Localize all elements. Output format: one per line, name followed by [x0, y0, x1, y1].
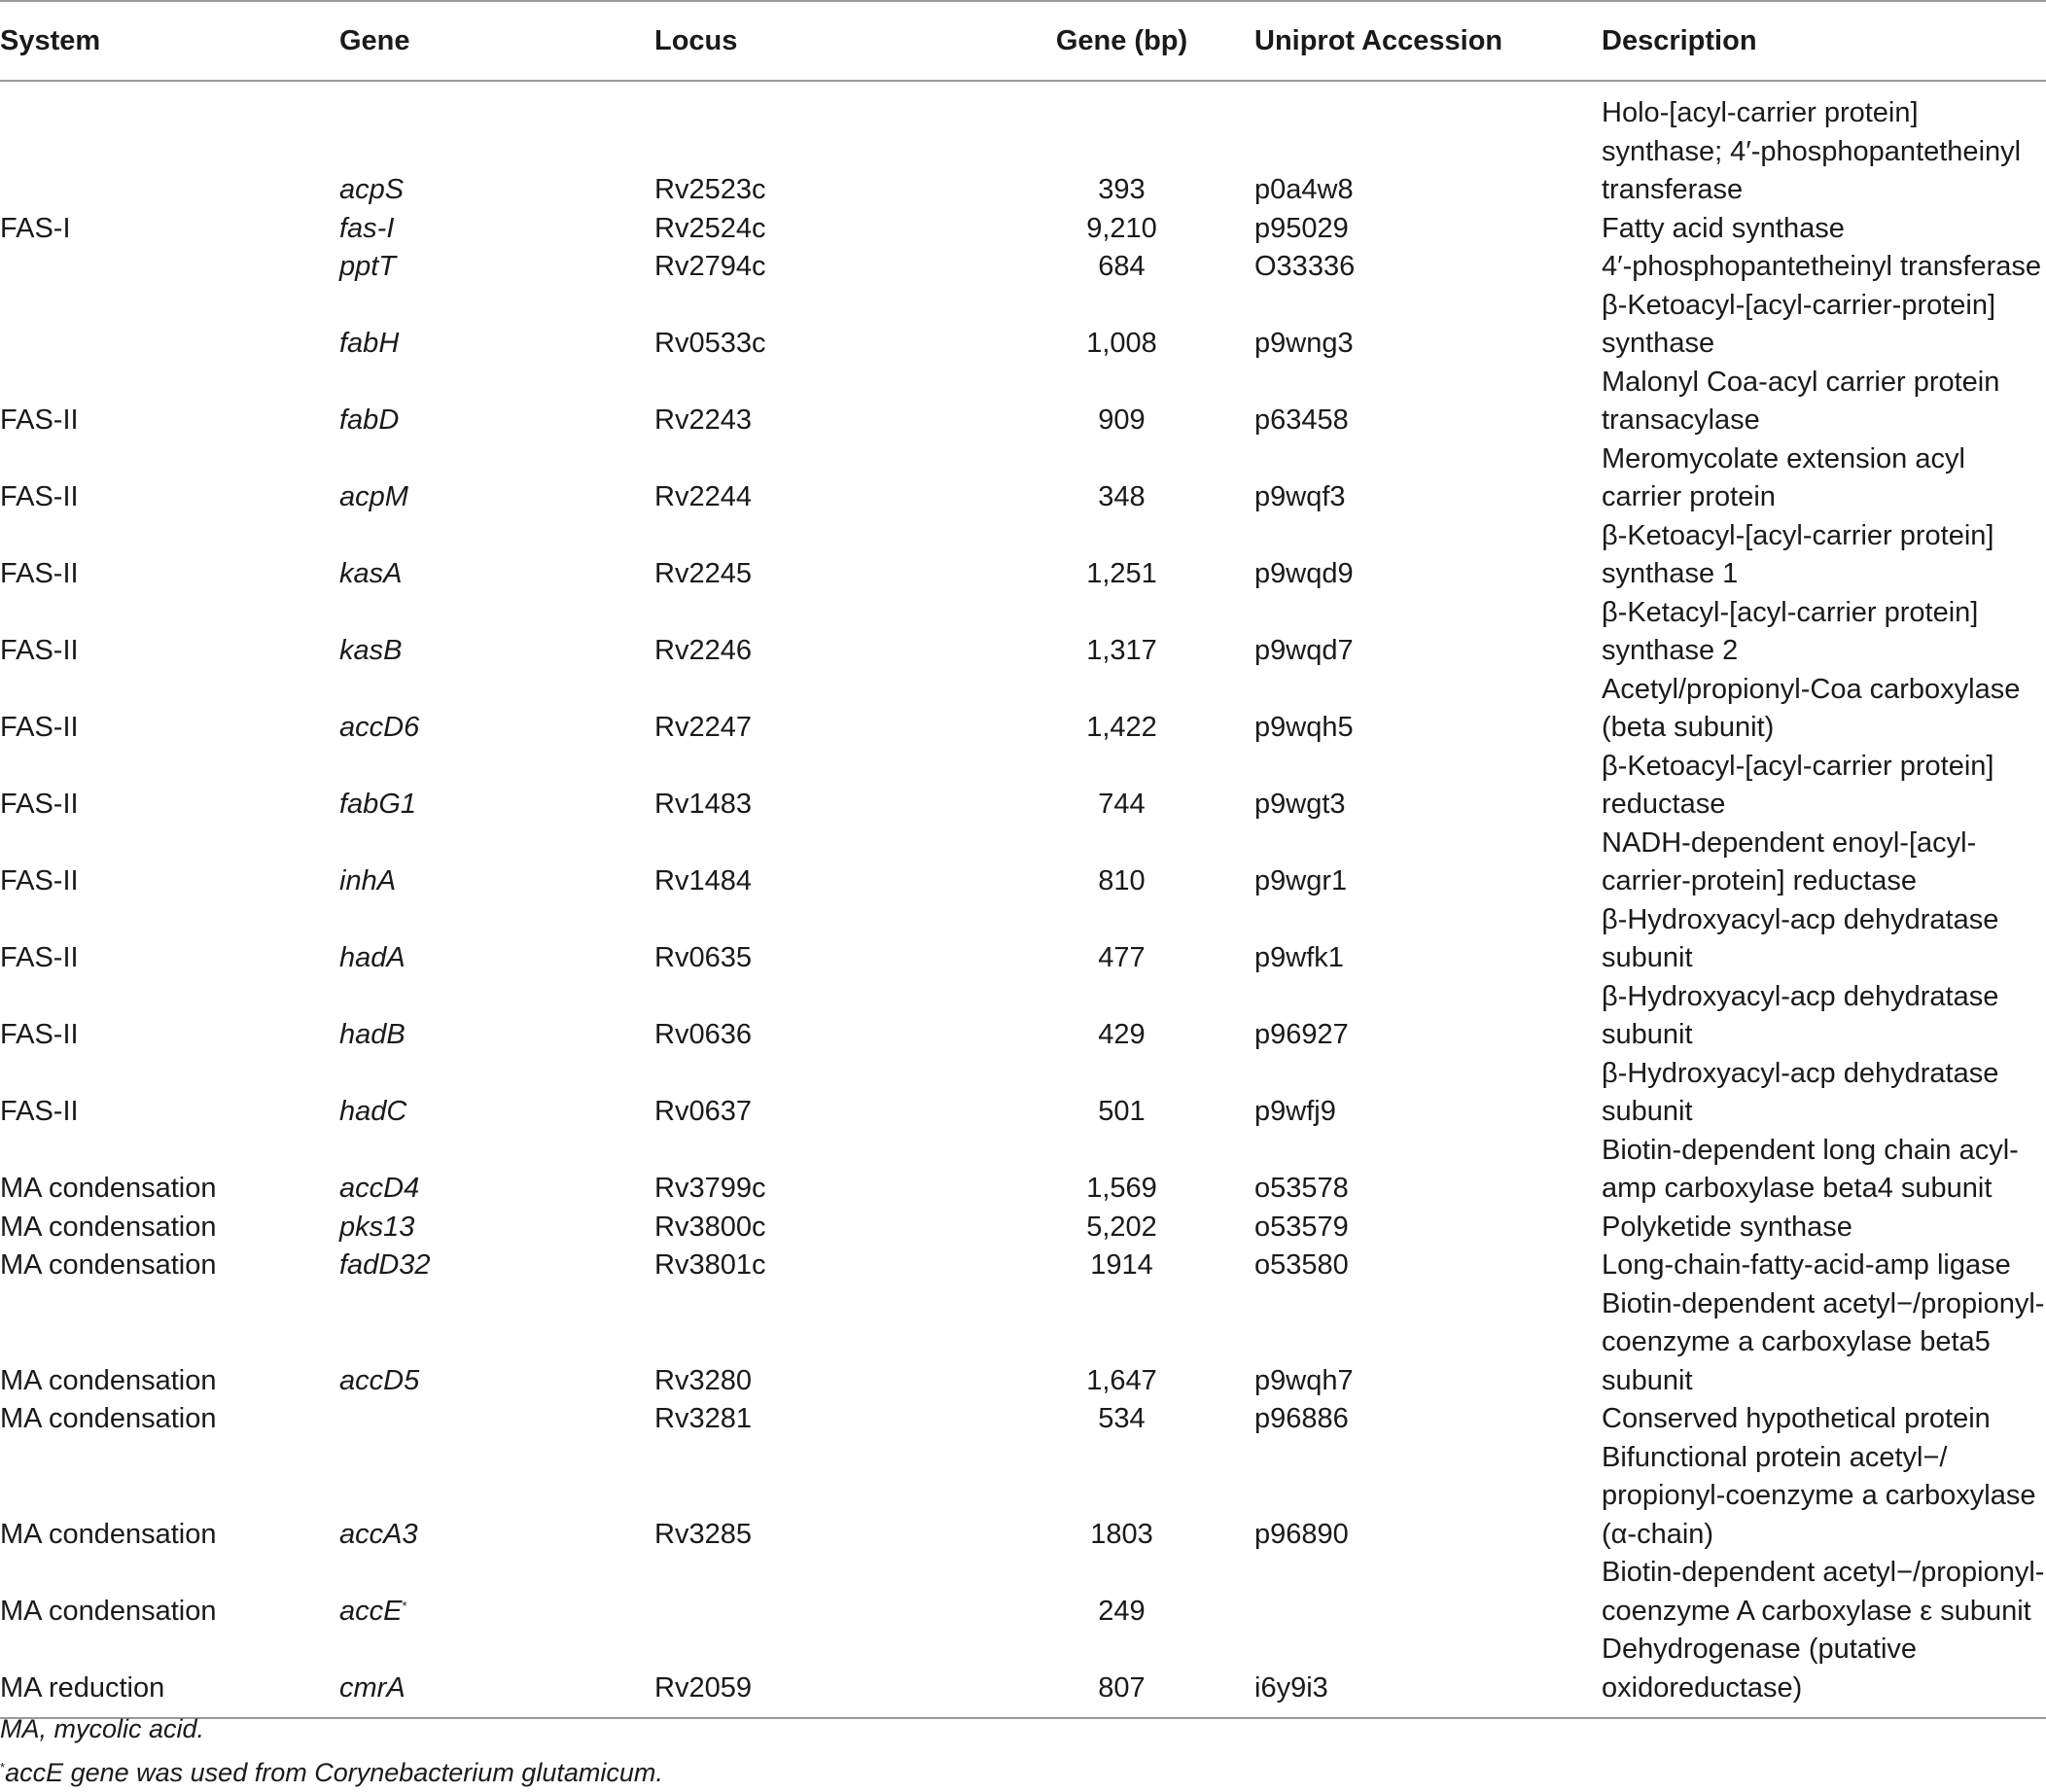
cell-gene-text: inhA: [339, 865, 397, 896]
header-description: Description: [1602, 1, 2046, 81]
cell-uniprot-text: o53579: [1254, 1211, 1349, 1243]
cell-gene: [339, 1055, 654, 1132]
cell-uniprot: [1254, 748, 1602, 825]
cell-gene: [339, 671, 654, 748]
cell-gene: [339, 210, 654, 249]
cell-gene-bp-text: 348: [1098, 481, 1146, 512]
header-uniprot: Uniprot Accession: [1254, 1, 1602, 81]
table-row: [0, 1132, 2046, 1209]
cell-system: [0, 1055, 339, 1132]
cell-gene-text: acpS: [339, 174, 405, 205]
cell-description: [1602, 1631, 2046, 1718]
cell-description-text: Biotin-dependent acetyl−/propionyl-coenzyme A carboxylase ε subunit: [1602, 1557, 2045, 1627]
cell-gene-bp: [989, 1554, 1254, 1631]
cell-uniprot: [1254, 1631, 1602, 1718]
cell-gene-bp-text: 1,422: [1086, 712, 1157, 743]
cell-system-text: MA condensation: [0, 1403, 217, 1434]
footnote-acce: [0, 1748, 663, 1792]
table-row: [0, 901, 2046, 978]
footnote-acce-text: accE gene was used from Corynebacterium glutamicum.: [5, 1758, 663, 1787]
cell-uniprot: [1254, 440, 1602, 517]
cell-gene: [339, 364, 654, 440]
cell-locus-text: Rv2245: [654, 558, 752, 589]
table-row: [0, 364, 2046, 440]
cell-system-text: MA condensation: [0, 1364, 217, 1396]
table-row: [0, 248, 2046, 287]
cell-uniprot: [1254, 671, 1602, 748]
cell-uniprot: [1254, 1209, 1602, 1247]
cell-uniprot-text: p9wqf3: [1254, 481, 1346, 512]
cell-locus-text: Rv0533c: [654, 328, 766, 359]
footnotes: [0, 1709, 663, 1792]
cell-gene: [339, 748, 654, 825]
cell-locus: [654, 1631, 989, 1718]
cell-system-text: FAS-II: [0, 1096, 79, 1127]
footnote-abbreviation: MA, mycolic acid.: [0, 1714, 205, 1743]
cell-uniprot: [1254, 594, 1602, 671]
cell-gene-bp-text: 1914: [1090, 1249, 1153, 1281]
cell-system-text: MA reduction: [0, 1671, 165, 1704]
cell-system-text: FAS-II: [0, 789, 79, 820]
cell-gene-text: pptT: [339, 251, 397, 282]
cell-system-text: FAS-II: [0, 1019, 79, 1050]
cell-description-text: NADH-dependent enoyl-[acyl-carrier-protein] reductase: [1602, 826, 1977, 896]
cell-gene-text: accE: [339, 1595, 403, 1627]
cell-system: [0, 1132, 339, 1209]
cell-gene-bp-text: 744: [1098, 789, 1146, 820]
cell-description: [1602, 1285, 2046, 1401]
cell-uniprot: [1254, 1400, 1602, 1439]
cell-gene-text: fabH: [339, 328, 400, 359]
table-row: [0, 1400, 2046, 1439]
cell-system-text: MA condensation: [0, 1249, 217, 1281]
cell-system: [0, 1400, 339, 1439]
cell-uniprot: [1254, 1132, 1602, 1209]
cell-description: [1602, 1247, 2046, 1285]
cell-uniprot: [1254, 287, 1602, 364]
cell-uniprot-text: p95029: [1254, 212, 1349, 244]
cell-locus: [654, 1400, 989, 1439]
cell-system: [0, 1631, 339, 1718]
cell-description-text: Biotin-dependent acetyl−/propionyl-coenzyme a carboxylase beta5 subunit: [1602, 1287, 2045, 1396]
cell-gene: [339, 825, 654, 901]
cell-description: [1602, 978, 2046, 1055]
cell-locus: [654, 594, 989, 671]
cell-locus: [654, 1055, 989, 1132]
cell-description: [1602, 364, 2046, 440]
cell-gene-text: accD6: [339, 712, 420, 743]
table-row: [0, 517, 2046, 594]
cell-system-text: FAS-II: [0, 481, 79, 512]
cell-locus: [654, 1209, 989, 1247]
cell-locus: [654, 440, 989, 517]
cell-system-text: FAS-II: [0, 942, 79, 973]
cell-description: [1602, 1439, 2046, 1555]
cell-gene: [339, 440, 654, 517]
cell-gene-bp-text: 534: [1098, 1403, 1146, 1434]
cell-description: [1602, 748, 2046, 825]
table-row: [0, 594, 2046, 671]
cell-uniprot: [1254, 210, 1602, 249]
cell-description-text: β-Hydroxyacyl-acp dehydratase subunit: [1602, 980, 1999, 1050]
cell-uniprot: [1254, 517, 1602, 594]
cell-description: [1602, 440, 2046, 517]
cell-uniprot-text: p9wgt3: [1254, 789, 1346, 820]
header-locus: Locus: [654, 1, 989, 81]
cell-gene-bp-text: 684: [1098, 251, 1146, 282]
cell-gene-bp: [989, 81, 1254, 210]
cell-uniprot-text: p9wfk1: [1254, 942, 1344, 973]
header-gene-bp: Gene (bp): [989, 1, 1254, 81]
cell-gene-text: fabD: [339, 404, 400, 436]
cell-gene: [339, 1285, 654, 1401]
cell-description-text: Meromycolate extension acyl carrier protein: [1602, 442, 1965, 512]
cell-system-text: FAS-II: [0, 404, 79, 436]
cell-locus-text: Rv2246: [654, 635, 752, 666]
cell-locus-text: Rv2523c: [654, 174, 766, 205]
cell-description-text: β-Ketoacyl-[acyl-carrier-protein] synthase: [1602, 289, 1996, 359]
cell-uniprot: [1254, 248, 1602, 287]
cell-gene-bp-text: 1,569: [1086, 1173, 1157, 1204]
table-row: [0, 81, 2046, 210]
footnote-mark: *: [0, 1760, 6, 1774]
table-row: [0, 1209, 2046, 1247]
cell-description: [1602, 1400, 2046, 1439]
cell-gene-text: kasB: [339, 635, 403, 666]
cell-system: [0, 1209, 339, 1247]
cell-description: [1602, 81, 2046, 210]
cell-gene: [339, 594, 654, 671]
cell-gene-bp-text: 393: [1098, 174, 1146, 205]
table-header-row: [0, 1, 2046, 81]
cell-uniprot-text: O33336: [1254, 251, 1356, 282]
cell-description: [1602, 287, 2046, 364]
cell-gene-bp: [989, 748, 1254, 825]
cell-description-text: β-Hydroxyacyl-acp dehydratase subunit: [1602, 903, 1999, 973]
table-row: [0, 671, 2046, 748]
cell-description-text: Polyketide synthase: [1602, 1211, 1852, 1243]
cell-gene-bp: [989, 901, 1254, 978]
cell-gene-text: fas-I: [339, 212, 395, 244]
cell-gene-text: accA3: [339, 1518, 418, 1550]
cell-system: [0, 901, 339, 978]
cell-system: [0, 1439, 339, 1555]
cell-gene-bp-text: 477: [1098, 942, 1146, 973]
cell-locus: [654, 1285, 989, 1401]
header-gene: Gene: [339, 1, 654, 81]
cell-gene: [339, 978, 654, 1055]
table-body: [0, 81, 2046, 1718]
cell-locus-text: Rv3799c: [654, 1173, 766, 1204]
cell-description: [1602, 1132, 2046, 1209]
cell-uniprot: [1254, 1439, 1602, 1555]
cell-uniprot-text: p9wfj9: [1254, 1096, 1336, 1127]
table-row: [0, 1247, 2046, 1285]
cell-locus: [654, 671, 989, 748]
cell-system-text: FAS-II: [0, 635, 79, 666]
cell-description: [1602, 517, 2046, 594]
cell-gene-text: hadC: [339, 1096, 407, 1127]
cell-gene-text: fabG1: [339, 789, 416, 820]
cell-locus-text: Rv2524c: [654, 212, 766, 244]
cell-system: [0, 978, 339, 1055]
cell-gene: [339, 901, 654, 978]
cell-description: [1602, 901, 2046, 978]
cell-gene-bp: [989, 594, 1254, 671]
cell-gene-bp-text: 501: [1098, 1096, 1146, 1127]
cell-description-text: Acetyl/propionyl-Coa carboxylase (beta subunit): [1602, 673, 2021, 743]
table-row: [0, 1285, 2046, 1401]
cell-locus: [654, 825, 989, 901]
table-row: [0, 287, 2046, 364]
cell-locus: [654, 1132, 989, 1209]
cell-gene: [339, 248, 654, 287]
cell-gene: [339, 81, 654, 210]
cell-description-text: β-Ketoacyl-[acyl-carrier protein] reductase: [1602, 750, 1994, 820]
cell-uniprot: [1254, 1055, 1602, 1132]
cell-uniprot-text: p0a4w8: [1254, 174, 1354, 205]
cell-gene-bp: [989, 1400, 1254, 1439]
cell-system: [0, 81, 339, 210]
cell-description: [1602, 1055, 2046, 1132]
cell-system: [0, 248, 339, 287]
cell-locus-text: Rv1483: [654, 789, 752, 820]
cell-system: [0, 748, 339, 825]
cell-gene-bp: [989, 1285, 1254, 1401]
cell-description-text: Malonyl Coa-acyl carrier protein transacylase: [1602, 366, 2000, 436]
cell-description-text: β-Hydroxyacyl-acp dehydratase subunit: [1602, 1057, 1999, 1127]
cell-uniprot-text: p9wqd9: [1254, 558, 1354, 589]
cell-gene-bp: [989, 1247, 1254, 1285]
cell-gene: [339, 287, 654, 364]
cell-description: [1602, 825, 2046, 901]
cell-locus-text: Rv3281: [654, 1403, 752, 1434]
cell-uniprot: [1254, 81, 1602, 210]
cell-uniprot: [1254, 978, 1602, 1055]
cell-locus-text: Rv3800c: [654, 1211, 766, 1243]
cell-gene-bp: [989, 210, 1254, 249]
cell-locus: [654, 748, 989, 825]
cell-gene: [339, 1631, 654, 1718]
cell-uniprot: [1254, 1285, 1602, 1401]
cell-gene-text: kasA: [339, 558, 403, 589]
cell-gene-bp: [989, 825, 1254, 901]
cell-gene-bp: [989, 287, 1254, 364]
cell-system: [0, 364, 339, 440]
cell-gene-bp-text: 1,647: [1086, 1364, 1157, 1396]
cell-uniprot-text: p63458: [1254, 404, 1349, 436]
cell-description: [1602, 210, 2046, 249]
cell-description: [1602, 1209, 2046, 1247]
cell-locus-text: Rv2794c: [654, 251, 766, 282]
cell-locus-text: Rv2244: [654, 481, 752, 512]
cell-system: [0, 210, 339, 249]
cell-locus: [654, 210, 989, 249]
cell-gene-text: accD4: [339, 1173, 420, 1204]
table-row: [0, 978, 2046, 1055]
cell-locus: [654, 1439, 989, 1555]
cell-system: [0, 1247, 339, 1285]
cell-uniprot-text: p96927: [1254, 1019, 1349, 1050]
table-row: [0, 825, 2046, 901]
cell-gene-bp: [989, 1132, 1254, 1209]
cell-locus: [654, 364, 989, 440]
cell-system: [0, 1285, 339, 1401]
table-row: [0, 1055, 2046, 1132]
cell-gene-bp: [989, 440, 1254, 517]
cell-description-text: Biotin-dependent long chain acyl-amp carboxylase beta4 subunit: [1602, 1134, 2019, 1204]
cell-gene: [339, 1247, 654, 1285]
cell-gene-text: hadA: [339, 942, 406, 973]
cell-locus-text: Rv3280: [654, 1364, 752, 1396]
cell-gene: [339, 1209, 654, 1247]
cell-gene: [339, 1439, 654, 1555]
cell-gene-bp-text: 249: [1098, 1595, 1146, 1627]
cell-description-text: Conserved hypothetical protein: [1602, 1403, 1991, 1434]
cell-description-text: Fatty acid synthase: [1602, 212, 1845, 244]
cell-system: [0, 671, 339, 748]
cell-locus-text: Rv0635: [654, 942, 752, 973]
cell-locus-text: Rv2247: [654, 712, 752, 743]
cell-uniprot-text: p9wng3: [1254, 328, 1354, 359]
cell-gene-bp-text: 9,210: [1086, 212, 1157, 244]
cell-locus: [654, 517, 989, 594]
cell-description-text: β-Ketacyl-[acyl-carrier protein] synthase 2: [1602, 596, 1979, 666]
cell-description: [1602, 1554, 2046, 1631]
cell-description: [1602, 248, 2046, 287]
cell-uniprot: [1254, 825, 1602, 901]
cell-locus: [654, 1554, 989, 1631]
cell-uniprot-text: p9wqh7: [1254, 1364, 1354, 1396]
cell-system: [0, 517, 339, 594]
cell-uniprot-text: p9wgr1: [1254, 865, 1348, 896]
cell-locus-text: Rv2243: [654, 404, 752, 436]
cell-uniprot-text: p9wqd7: [1254, 635, 1354, 666]
cell-uniprot-text: i6y9i3: [1254, 1671, 1328, 1704]
cell-locus: [654, 287, 989, 364]
cell-gene-bp: [989, 248, 1254, 287]
cell-system-text: MA condensation: [0, 1173, 217, 1204]
cell-gene-text: accD5: [339, 1364, 420, 1396]
cell-description-text: Bifunctional protein acetyl−/ propionyl-coenzyme a carboxylase (α-chain): [1602, 1441, 2036, 1550]
cell-description-text: β-Ketoacyl-[acyl-carrier protein] synthase 1: [1602, 519, 1994, 589]
cell-system-text: MA condensation: [0, 1211, 217, 1243]
cell-gene-bp-text: 807: [1098, 1671, 1146, 1704]
table-row: [0, 210, 2046, 249]
header-system: System: [0, 1, 339, 81]
cell-gene-bp-text: 5,202: [1086, 1211, 1157, 1243]
cell-gene-bp: [989, 1439, 1254, 1555]
cell-locus-text: Rv3801c: [654, 1249, 766, 1281]
cell-uniprot-text: p96886: [1254, 1403, 1349, 1434]
cell-system-text: MA condensation: [0, 1518, 217, 1550]
cell-uniprot: [1254, 1554, 1602, 1631]
cell-gene-bp-text: 810: [1098, 865, 1146, 896]
cell-uniprot: [1254, 901, 1602, 978]
cell-system-text: MA condensation: [0, 1595, 217, 1627]
cell-gene-bp: [989, 1631, 1254, 1718]
cell-uniprot-text: p9wqh5: [1254, 712, 1354, 743]
cell-description: [1602, 594, 2046, 671]
cell-gene-bp: [989, 1055, 1254, 1132]
cell-locus: [654, 901, 989, 978]
cell-description-text: Dehydrogenase (putative oxidoreductase): [1602, 1634, 1918, 1704]
cell-gene-bp-text: 909: [1098, 404, 1146, 436]
cell-uniprot: [1254, 364, 1602, 440]
table-row: [0, 1631, 2046, 1718]
cell-gene-bp: [989, 978, 1254, 1055]
cell-locus-text: Rv1484: [654, 865, 752, 896]
cell-description-text: Holo-[acyl-carrier protein] synthase; 4′-phosphopantetheinyl transferase: [1602, 97, 2022, 205]
cell-uniprot-text: o53580: [1254, 1249, 1349, 1281]
cell-locus-text: Rv0636: [654, 1019, 752, 1050]
cell-locus-text: Rv3285: [654, 1518, 752, 1550]
table-row: [0, 748, 2046, 825]
cell-description-text: 4′-phosphopantetheinyl transferase: [1602, 251, 2042, 282]
cell-gene-text: acpM: [339, 481, 408, 512]
cell-system: [0, 287, 339, 364]
cell-gene-text: pks13: [339, 1211, 415, 1243]
cell-gene-bp: [989, 671, 1254, 748]
cell-system-text: FAS-I: [0, 212, 71, 244]
cell-gene-text: hadB: [339, 1019, 406, 1050]
cell-system: [0, 440, 339, 517]
cell-locus: [654, 81, 989, 210]
cell-system-text: FAS-II: [0, 865, 79, 896]
cell-locus: [654, 1247, 989, 1285]
cell-system-text: FAS-II: [0, 712, 79, 743]
cell-system: [0, 825, 339, 901]
table-row: [0, 1554, 2046, 1631]
cell-system-text: FAS-II: [0, 558, 79, 589]
cell-uniprot: [1254, 1247, 1602, 1285]
cell-locus-text: Rv0637: [654, 1096, 752, 1127]
cell-system: [0, 1554, 339, 1631]
cell-uniprot-text: p96890: [1254, 1518, 1349, 1550]
cell-gene-bp-text: 1,317: [1086, 635, 1157, 666]
cell-uniprot-text: o53578: [1254, 1173, 1349, 1204]
cell-gene: [339, 517, 654, 594]
cell-gene-bp-text: 1803: [1090, 1518, 1153, 1550]
cell-gene-bp-text: 1,251: [1086, 558, 1157, 589]
gene-footnote-mark: *: [402, 1598, 407, 1613]
cell-gene-text: fadD32: [339, 1249, 431, 1281]
cell-locus: [654, 978, 989, 1055]
table-row: [0, 440, 2046, 517]
cell-gene-bp-text: 1,008: [1086, 328, 1157, 359]
cell-system: [0, 594, 339, 671]
cell-gene-bp-text: 429: [1098, 1019, 1146, 1050]
table-row: [0, 1439, 2046, 1555]
cell-gene-bp: [989, 1209, 1254, 1247]
cell-gene-text: cmrA: [339, 1671, 406, 1704]
cell-gene: [339, 1554, 654, 1631]
cell-locus: [654, 248, 989, 287]
cell-gene-bp: [989, 364, 1254, 440]
cell-locus-text: Rv2059: [654, 1671, 752, 1704]
cell-gene-bp: [989, 517, 1254, 594]
cell-description-text: Long-chain-fatty-acid-amp ligase: [1602, 1249, 2011, 1281]
cell-gene: [339, 1400, 654, 1439]
cell-gene: [339, 1132, 654, 1209]
cell-description: [1602, 671, 2046, 748]
